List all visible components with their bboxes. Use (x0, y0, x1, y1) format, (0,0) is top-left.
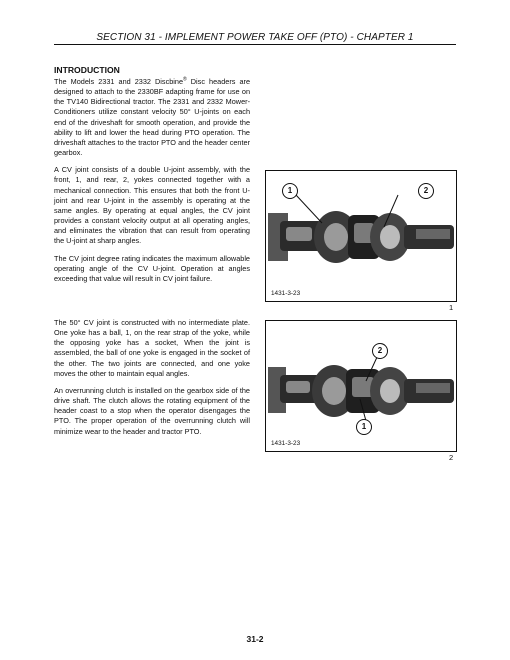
figure-1-cv-joint-photo (265, 170, 457, 302)
paragraph-5: An overrunning clutch is installed on the gearbox side of the drive shaft. The clutch allows the rotating equipment of the header coast to a stop when the operator disengages the PTO. The proper operation of the overrunning clutch will minimize wear to the header and tractor PTO. (54, 385, 250, 436)
callout-1: 1 (356, 419, 372, 435)
callout-1: 1 (282, 183, 298, 199)
intro-heading: INTRODUCTION (54, 65, 120, 75)
registered-mark: ® (183, 76, 187, 83)
paragraph-4: The 50° CV joint is constructed with no intermediate plate. One yoke has a ball, 1, on the rear strap of the yoke, while the opposing yoke has a socket, When the joint is assembled, the ball of one yoke is engaged in the socket of the other. The two joints are connected, and one yoke moves the other to maintain equal angles. (54, 318, 250, 378)
figure-1-code: 1431-3-23 (271, 290, 301, 297)
figure-2-cv-joint-photo (265, 320, 457, 452)
paragraph-1: The Models 2331 and 2332 Discbine® Disc headers are designed to attach to the 2330BF adapting frame for use on the TV140 Bidirectional tractor. The 2331 and 2332 Mower-Conditioners utilize constant velocity 50° U-joints on each end of the driveshaft for smooth operation, and provide the ability to lift and lower the head during PTO operation. The driveshaft attaches to the tractor PTO and the header center gearbox. (54, 76, 251, 158)
text-column-top (54, 77, 250, 291)
page-number: 31-2 (246, 634, 264, 644)
figure-2-number: 2 (449, 453, 454, 462)
header-rule (54, 44, 456, 45)
callout-2: 2 (372, 343, 388, 359)
paragraph-2: A CV joint consists of a double U-joint assembly, with the front, 1, and rear, 2, yokes connected together with a mechanical connection. This ensures that both the front U-joint and rear U-joint in the assembly is operating at the same angles. By operating at equal angles, the CV joint provides a constant velocity output at all operating angles, and eliminates the vibration that can result from operating the U-joint at sharp angles. (54, 165, 250, 246)
section-header-title: SECTION 31 - IMPLEMENT POWER TAKE OFF (PTO) - CHAPTER 1 (96, 32, 414, 43)
figure-2-code: 1431-3-23 (271, 440, 301, 447)
callout-2: 2 (418, 183, 434, 199)
paragraph-3: The CV joint degree rating indicates the maximum allowable operating angle of the CV U-joint. Operation at angles exceeding that value will result in CV joint failure. (54, 253, 250, 283)
text-column-bottom (54, 318, 250, 444)
figure-1-number: 1 (449, 303, 454, 312)
